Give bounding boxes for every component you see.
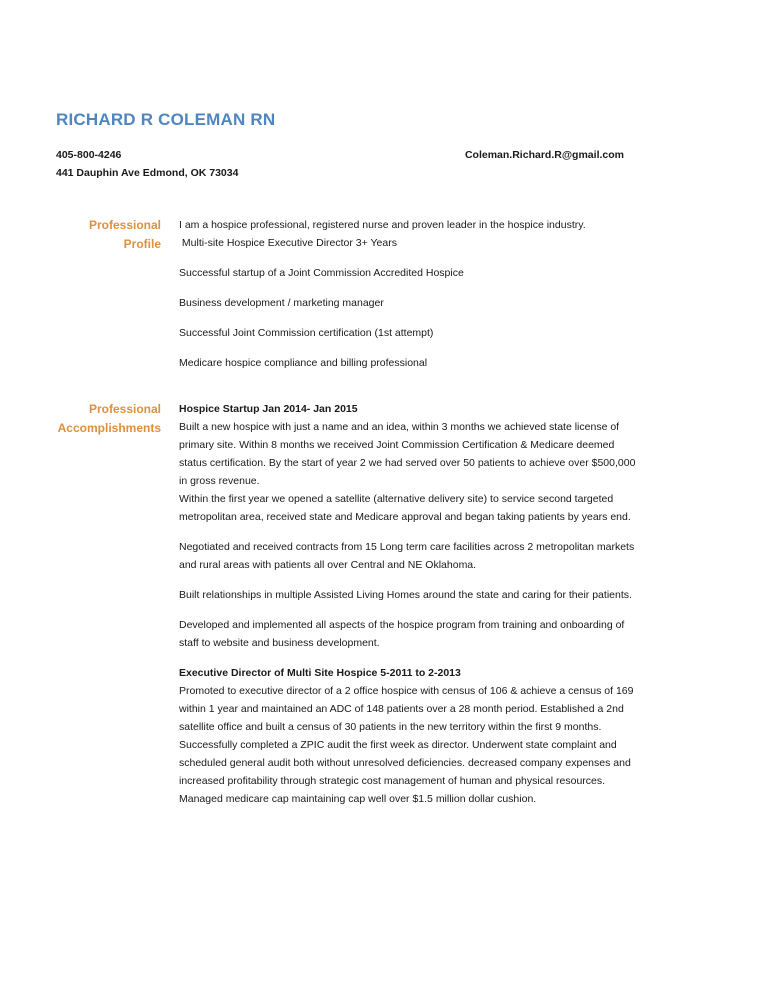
- developed-paragraph: Developed and implemented all aspects of the hospice program from training and onboarding of staff to website and business development.: [179, 619, 625, 649]
- email-address: Coleman.Richard.R@gmail.com: [464, 149, 624, 161]
- startup-heading: Hospice Startup Jan 2014- Jan 2015: [179, 403, 358, 415]
- accomplishments-section-body: [179, 400, 639, 808]
- street-address: 441 Dauphin Ave Edmond, OK 73034: [56, 167, 239, 179]
- contracts-paragraph: Negotiated and received contracts from 15 Long term care facilities across 2 metropolitan markets and rural areas with patients all over Central and NE Oklahoma.: [179, 541, 635, 571]
- profile-item: Business development / marketing manager: [179, 297, 384, 309]
- profile-item: Successful startup of a Joint Commission Accredited Hospice: [179, 267, 464, 279]
- phone-number: 405-800-4246: [56, 149, 122, 161]
- startup-paragraph: Within the first year we opened a satellite (alternative delivery site) to service second targeted metropolitan area, received state and Medicare approval and began taking patients by years end.: [179, 493, 631, 523]
- executive-heading: Executive Director of Multi Site Hospice 5-2011 to 2-2013: [179, 667, 461, 679]
- executive-paragraph: Promoted to executive director of a 2 office hospice with census of 106 & achieve a census of 169 within 1 year and maintained an ADC of 148 patients over a 28 month period. Established a 2nd satellite office and built a census of 30 patients in the new territory within the first 9 months. Successfully completed a ZPIC audit the first week as director. Underwent state complaint and scheduled general audit both without unresolved deficiencies. decreased company expenses and increased profitability through strategic cost management of human and physical resources. Managed medicare cap maintaining cap well over $1.5 million dollar cushion.: [179, 685, 634, 805]
- relationships-paragraph: Built relationships in multiple Assisted Living Homes around the state and caring for their patients.: [179, 589, 632, 601]
- accomplishments-label-line2: Accomplishments: [57, 421, 161, 435]
- startup-paragraph: Built a new hospice with just a name and an idea, within 3 months we achieved state license of primary site. Within 8 months we received Joint Commission Certification & Medicare deemed status certification. By the start of year 2 we had served over 50 patients to achieve over $500,000 in gross revenue.: [179, 421, 636, 487]
- profile-item: Multi-site Hospice Executive Director 3+ Years: [179, 237, 397, 249]
- profile-label-line2: Profile: [123, 237, 161, 251]
- profile-section-body: [179, 216, 639, 372]
- accomplishments-label-line1: Professional: [88, 402, 161, 416]
- profile-item: Medicare hospice compliance and billing professional: [179, 357, 428, 369]
- profile-item: Successful Joint Commission certification (1st attempt): [179, 327, 434, 339]
- profile-label-line1: Professional: [88, 218, 161, 232]
- profile-section-label: [40, 216, 161, 254]
- accomplishments-section-label: [28, 400, 161, 438]
- profile-intro: I am a hospice professional, registered nurse and proven leader in the hospice industry.: [179, 219, 586, 231]
- candidate-name: RICHARD R COLEMAN RN: [56, 110, 276, 129]
